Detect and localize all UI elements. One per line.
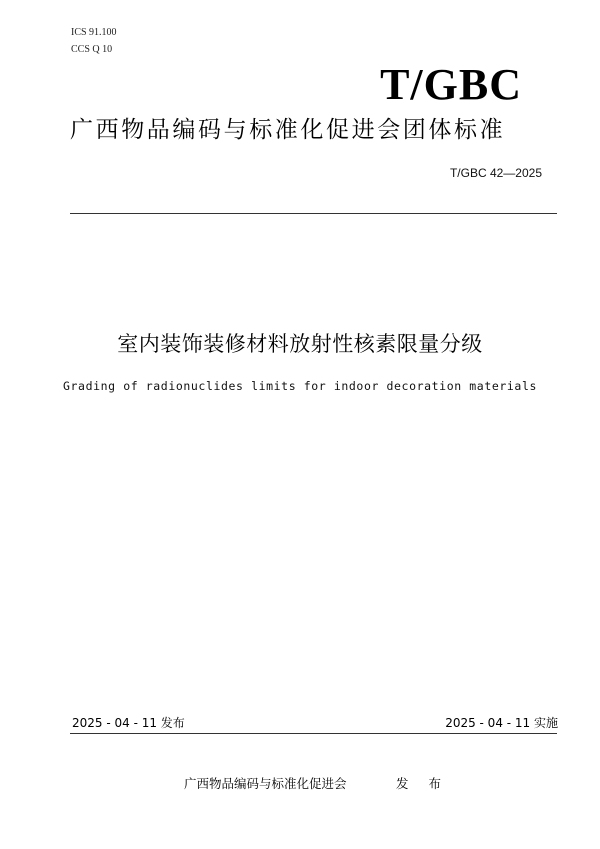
implementation-date: 2025 - 04 - 11 实施 — [445, 716, 558, 730]
organization-title: 广西物品编码与标准化促进会团体标准 — [70, 117, 506, 143]
ccs-code: CCS Q 10 — [71, 44, 113, 55]
standard-logo: T/GBC — [380, 60, 522, 109]
issue-label: 发 布 — [396, 776, 449, 791]
issue-date: 2025 - 04 - 11 发布 — [72, 716, 185, 730]
footer-divider — [70, 733, 557, 734]
issuer-name: 广西物品编码与标准化促进会 — [184, 776, 347, 791]
document-title-chinese: 室内装饰装修材料放射性核素限量分级 — [117, 332, 483, 356]
standard-number: T/GBC 42—2025 — [449, 166, 542, 180]
header-divider — [70, 213, 557, 214]
document-title-english: Grading of radionuclides limits for indoor decoration materials — [63, 379, 537, 393]
ics-code: ICS 91.100 — [71, 27, 117, 38]
